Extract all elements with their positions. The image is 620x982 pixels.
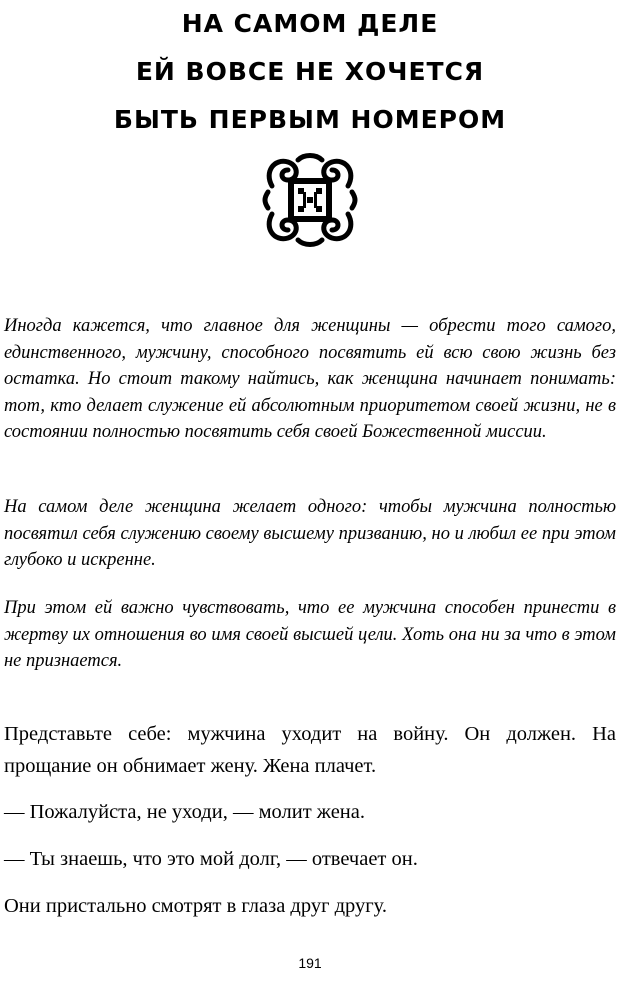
body-paragraph-2: — Пожалуйста, не уходи, — молит жена.: [4, 801, 365, 823]
epigraph-paragraph-3: При этом ей важно чувствовать, что ее мужчина способен принести в жертву их отношения во имя своей высшей цели. Хоть она ни за что в этом не признается.: [4, 598, 616, 672]
chapter-title-line-3: БЫТЬ ПЕРВЫМ НОМЕРОМ: [113, 105, 507, 134]
chapter-title: [0, 0, 620, 144]
epigraph-paragraph-2: На самом деле женщина желает одного: чтобы мужчина полностью посвятил себя служению своему высшему призванию, но и любил ее при этом глубоко и искренне.: [4, 497, 616, 571]
chapter-title-line-1: НА САМОМ ДЕЛЕ: [181, 9, 439, 38]
page-number: 191: [298, 955, 322, 971]
decorative-vignette-icon: [262, 152, 358, 248]
chapter-title-line-2: ЕЙ ВОВСЕ НЕ ХОЧЕТСЯ: [135, 57, 485, 86]
body-paragraph-3: — Ты знаешь, что это мой долг, — отвечает он.: [4, 848, 418, 870]
body-paragraph-4: Они пристально смотрят в глаза друг другу.: [4, 895, 388, 917]
body-paragraph-1: Представьте себе: мужчина уходит на войну. Он должен. На прощание он обнимает жену. Жена плачет.: [4, 723, 616, 777]
epigraph-paragraph-1: Иногда кажется, что главное для женщины — обрести того самого, единственного, мужчину, способного посвятить ей всю свою жизнь без остатка. Но стоит такому найтись, как женщина начинает понимать: тот, кто делает служение ей абсолютным приоритетом своей жизни, не в состоянии полностью посвятить себя своей Божественной миссии.: [4, 316, 616, 443]
